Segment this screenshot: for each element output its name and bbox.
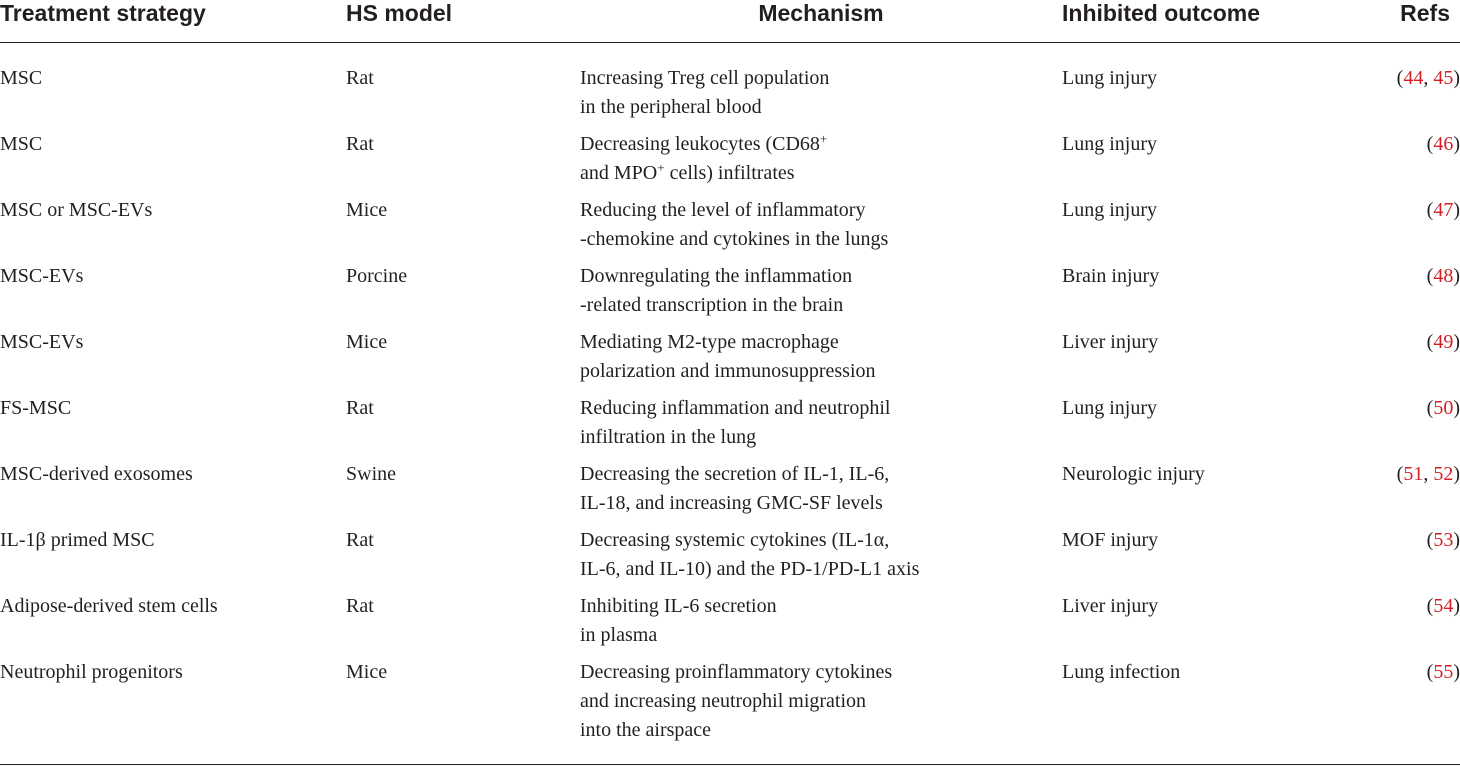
mechanism-line: into the airspace (580, 719, 712, 741)
treatment-cell: Adipose-derived stem cells (0, 595, 218, 617)
mechanism-cell (580, 43, 1062, 131)
header-treatment: Treatment strategy (0, 0, 206, 26)
treatment-cell: FS-MSC (0, 397, 72, 419)
table-row (0, 43, 1460, 131)
mechanism-line: IL-6, and IL-10) and the PD-1/PD-L1 axis (580, 558, 920, 580)
ref-link[interactable]: 55 (1433, 661, 1454, 683)
treatment-cell: MSC-EVs (0, 331, 84, 353)
ref-link[interactable]: 49 (1433, 331, 1454, 353)
treatment-cell: MSC (0, 67, 43, 89)
mechanism-cell (580, 460, 1062, 526)
table-row (0, 526, 1460, 592)
mechanism-line: Decreasing the secretion of IL-1, IL-6, (580, 463, 890, 485)
mechanism-cell (580, 526, 1062, 592)
outcome-cell: Liver injury (1062, 595, 1159, 617)
ref-link[interactable]: 46 (1433, 133, 1454, 155)
table-row (0, 460, 1460, 526)
treatment-cell: Neutrophil progenitors (0, 661, 183, 683)
refs-cell: (55) (1426, 661, 1460, 683)
outcome-cell: MOF injury (1062, 529, 1159, 551)
outcome-cell: Lung injury (1062, 67, 1157, 89)
superscript-plus: + (819, 131, 828, 146)
mechanism-cell (580, 658, 1062, 750)
ref-link[interactable]: 54 (1433, 595, 1454, 617)
mechanism-line: in the peripheral blood (580, 96, 762, 118)
mechanism-line: Downregulating the inflammation (580, 265, 853, 287)
header-refs: Refs (1400, 0, 1450, 26)
treatment-cell: IL-1β primed MSC (0, 529, 155, 551)
ref-link[interactable]: 45 (1433, 67, 1454, 89)
header-model: HS model (346, 0, 453, 26)
ref-link[interactable]: 51 (1403, 463, 1424, 485)
mechanism-line: and MPO+ cells) infiltrates (580, 160, 795, 184)
mechanism-line: IL-18, and increasing GMC-SF levels (580, 492, 883, 514)
ref-link[interactable]: 50 (1433, 397, 1454, 419)
header-mechanism: Mechanism (758, 0, 884, 26)
treatment-cell: MSC-EVs (0, 265, 84, 287)
mechanism-line: polarization and immunosuppression (580, 360, 876, 382)
header-outcome: Inhibited outcome (1062, 0, 1261, 26)
model-cell: Rat (346, 595, 374, 617)
bottom-rule (0, 764, 1460, 765)
treatment-cell: MSC (0, 133, 43, 155)
refs-cell: (49) (1426, 331, 1460, 353)
model-cell: Rat (346, 529, 374, 551)
mechanism-cell (580, 130, 1062, 196)
model-cell: Porcine (346, 265, 408, 287)
mechanism-line: Decreasing proinflammatory cytokines (580, 661, 893, 683)
refs-cell: (44, 45) (1396, 67, 1460, 89)
mechanism-cell (580, 328, 1062, 394)
refs-cell: (54) (1426, 595, 1460, 617)
refs-cell: (47) (1426, 199, 1460, 221)
ref-link[interactable]: 47 (1433, 199, 1454, 221)
outcome-cell: Liver injury (1062, 331, 1159, 353)
table-row (0, 394, 1460, 460)
refs-cell: (50) (1426, 397, 1460, 419)
mechanism-cell (580, 196, 1062, 262)
table-row (0, 196, 1460, 262)
treatment-cell: MSC or MSC-EVs (0, 199, 153, 221)
ref-link[interactable]: 53 (1433, 529, 1454, 551)
outcome-cell: Lung infection (1062, 661, 1181, 683)
mechanism-line: Inhibiting IL-6 secretion (580, 595, 777, 617)
outcome-cell: Neurologic injury (1062, 463, 1205, 485)
mechanism-line: infiltration in the lung (580, 426, 757, 448)
model-cell: Mice (346, 199, 388, 221)
table-row (0, 658, 1460, 750)
model-cell: Mice (346, 661, 388, 683)
mechanism-line: in plasma (580, 624, 658, 646)
model-cell: Swine (346, 463, 396, 485)
mechanism-line: and increasing neutrophil migration (580, 690, 867, 712)
refs-cell: (46) (1426, 133, 1460, 155)
mechanism-cell (580, 394, 1062, 460)
mechanism-cell (580, 262, 1062, 328)
refs-cell: (53) (1426, 529, 1460, 551)
outcome-cell: Lung injury (1062, 133, 1157, 155)
model-cell: Rat (346, 397, 374, 419)
treatment-cell: MSC-derived exosomes (0, 463, 193, 485)
mechanism-cell (580, 592, 1062, 658)
ref-link[interactable]: 52 (1433, 463, 1454, 485)
superscript-plus: + (657, 160, 665, 175)
table-row (0, 130, 1460, 196)
refs-cell: (51, 52) (1396, 463, 1460, 485)
mechanism-line: Reducing inflammation and neutrophil (580, 397, 891, 419)
outcome-cell: Lung injury (1062, 199, 1157, 221)
table-row (0, 262, 1460, 328)
table-row (0, 592, 1460, 658)
table-row (0, 328, 1460, 394)
outcome-cell: Lung injury (1062, 397, 1157, 419)
refs-cell: (48) (1426, 265, 1460, 287)
model-cell: Rat (346, 133, 374, 155)
outcome-cell: Brain injury (1062, 265, 1160, 287)
mechanism-line: Reducing the level of inflammatory (580, 199, 866, 221)
ref-link[interactable]: 48 (1433, 265, 1454, 287)
mechanism-line: -chemokine and cytokines in the lungs (580, 228, 889, 250)
mechanism-line: Decreasing systemic cytokines (IL-1α, (580, 529, 890, 551)
mechanism-line: -related transcription in the brain (580, 294, 844, 316)
header-row (0, 0, 1460, 43)
mechanism-line: Decreasing leukocytes (CD68+ (580, 131, 828, 155)
mechanism-line: Mediating M2-type macrophage (580, 331, 839, 353)
ref-link[interactable]: 44 (1403, 67, 1424, 89)
model-cell: Mice (346, 331, 388, 353)
model-cell: Rat (346, 67, 374, 89)
mechanism-line: Increasing Treg cell population (580, 67, 830, 89)
